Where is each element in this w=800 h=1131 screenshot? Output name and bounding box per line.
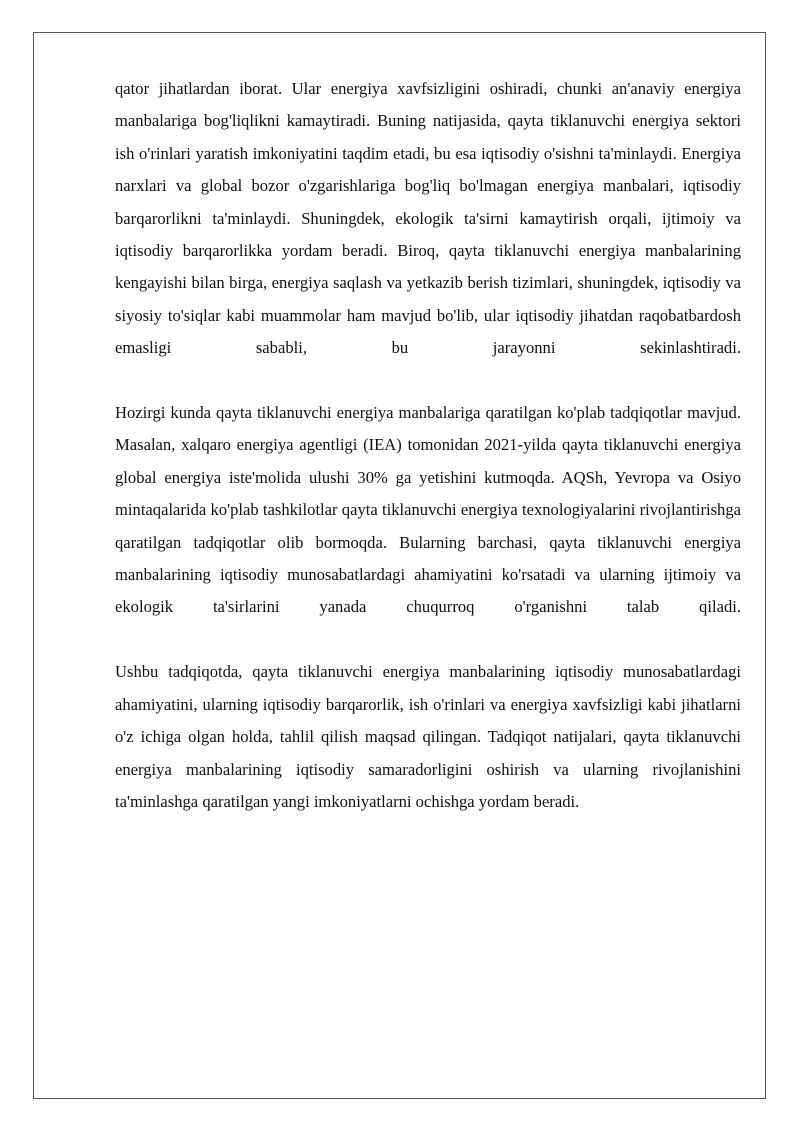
paragraph-2: Hozirgi kunda qayta tiklanuvchi energiya manbalariga qaratilgan ko'plab tadqiqotlar mavjud. Masalan, xalqaro energiya agentligi (IEA) tomonidan 2021-yilda qayta tiklanuvchi energiya global energiya iste'molida ulushi 30% ga yetishini kutmoqda. AQSh, Yevropa va Osiyo mintaqalarida ko'plab tashkilotlar qayta tiklanuvchi energiya texnologiyalarini rivojlantirishga qaratilgan tadqiqotlar olib bormoqda. Bularning barchasi, qayta tiklanuvchi energiya manbalarining iqtisodiy munosabatlardagi ahamiyatini ko'rsatadi va ularning ijtimoiy va ekologik ta'sirlarini yanada chuqurroq o'rganishni talab qiladi.	[115, 403, 741, 617]
paragraph-spacer	[115, 624, 741, 656]
paragraph-3: Ushbu tadqiqotda, qayta tiklanuvchi energiya manbalarining iqtisodiy munosabatlardagi ahamiyatini, ularning iqtisodiy barqarorlik, ish o'rinlari va energiya xavfsizligi kabi jihatlarni o'z ichiga olgan holda, tahlil qilish maqsad qilingan. Tadqiqot natijalari, qayta tiklanuvchi energiya manbalarining iqtisodiy samaradorligini oshirish va ularning rivojlanishini ta'minlashga qaratilgan yangi imkoniyatlarni ochishga yordam beradi.	[115, 662, 741, 811]
document-body	[115, 73, 741, 818]
paragraph-1: qator jihatlardan iborat. Ular energiya xavfsizligini oshiradi, chunki an'anaviy energiya manbalariga bog'liqlikni kamaytiradi. Buning natijasida, qayta tiklanuvchi energiya sektori ish o'rinlari yaratish imkoniyatini taqdim etadi, bu esa iqtisodiy o'sishni ta'minlaydi. Energiya narxlari va global bozor o'zgarishlariga bog'liq bo'lmagan energiya manbalari, iqtisodiy barqarorlikni ta'minlaydi. Shuningdek, ekologik ta'sirni kamaytirish orqali, ijtimoiy va iqtisodiy barqarorlikka yordam beradi. Biroq, qayta tiklanuvchi energiya manbalarining kengayishi bilan birga, energiya saqlash va yetkazib berish tizimlari, shuningdek, iqtisodiy va siyosiy to'siqlar kabi muammolar ham mavjud bo'lib, ular iqtisodiy jihatdan raqobatbardosh emasligi sababli, bu jarayonni sekinlashtiradi.	[115, 79, 741, 358]
paragraph-spacer	[115, 365, 741, 397]
